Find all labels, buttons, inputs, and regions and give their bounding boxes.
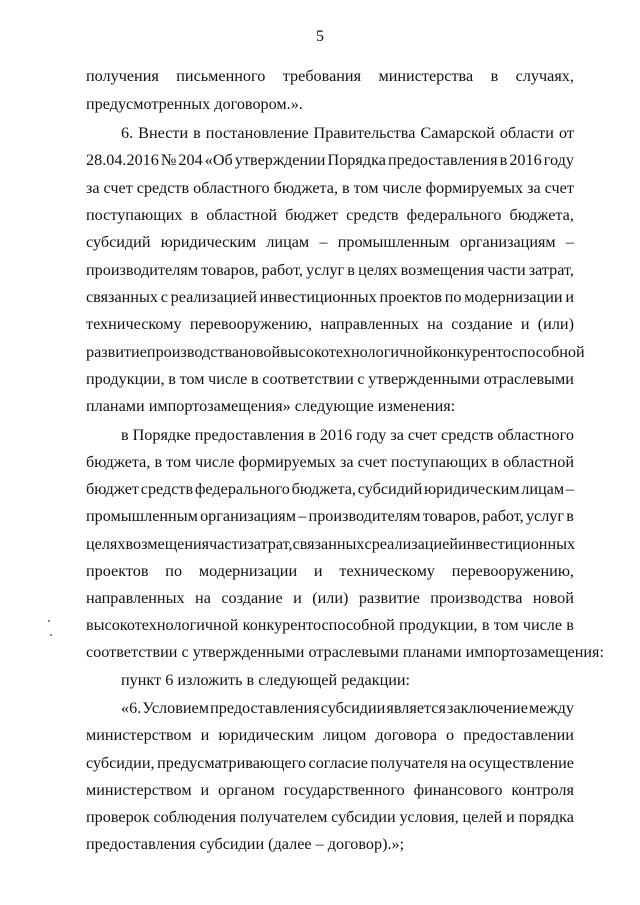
text-line xyxy=(86,755,574,771)
text-line: предоставления субсидии (далее – договор).»; xyxy=(86,835,405,853)
text-line xyxy=(121,700,574,716)
word: том xyxy=(179,370,205,388)
word: инвестиционных xyxy=(457,535,576,553)
word: за xyxy=(86,179,100,197)
word: создание xyxy=(221,589,283,607)
word: в xyxy=(121,426,129,444)
word: государственного xyxy=(283,781,405,799)
word: Самарской xyxy=(420,124,495,142)
text-line xyxy=(86,207,574,223)
word: услуг xyxy=(306,261,345,279)
word: производителям xyxy=(308,507,421,525)
word: областной xyxy=(206,206,278,224)
word: является xyxy=(386,699,446,717)
word: развитие xyxy=(358,589,420,607)
text-line xyxy=(86,454,574,470)
word: за xyxy=(390,426,404,444)
text-line xyxy=(86,727,574,743)
word: контроля xyxy=(511,781,574,799)
word: – xyxy=(565,480,574,498)
word: субсидии xyxy=(331,808,396,826)
word: на xyxy=(450,754,467,772)
word: счет xyxy=(357,453,387,471)
word: случаях, xyxy=(515,67,574,85)
word: формируемых xyxy=(425,179,524,197)
word: министерством xyxy=(86,781,192,799)
text-line xyxy=(86,152,574,168)
word: лицам xyxy=(266,233,310,251)
word: проектов xyxy=(86,562,149,580)
word: утверждении xyxy=(234,151,326,169)
word: продукции, xyxy=(398,616,478,634)
text-line xyxy=(86,180,574,196)
word: услуг xyxy=(525,507,565,525)
word: области xyxy=(499,124,554,142)
text-line xyxy=(86,508,574,524)
text-line: планами импортозамещения» следующие изменения: xyxy=(86,397,456,415)
word: отраслевыми xyxy=(483,370,574,388)
word: бюджет xyxy=(86,480,139,498)
word: министерства xyxy=(378,67,474,85)
word: Условием xyxy=(142,699,209,717)
word: Порядка xyxy=(327,151,386,169)
word: 204 xyxy=(178,151,203,169)
word: предоставления xyxy=(210,699,320,717)
word: формируемых xyxy=(238,453,336,471)
word: инвестиционных xyxy=(259,288,377,306)
word: счет xyxy=(544,179,574,197)
page-number: 5 xyxy=(316,28,324,45)
word: в xyxy=(566,507,574,525)
word: – xyxy=(319,233,328,251)
word: от xyxy=(558,124,574,142)
word: юридическим xyxy=(160,233,257,251)
word: субсидий xyxy=(86,233,151,251)
word: перевооружению, xyxy=(189,315,313,333)
word: Правительства xyxy=(313,124,416,142)
word: требования xyxy=(282,67,362,85)
word: о xyxy=(446,726,455,744)
text-line xyxy=(86,536,574,552)
word: (или) xyxy=(537,315,574,333)
word: 28.04.2016 xyxy=(86,151,159,169)
word: с xyxy=(364,535,372,553)
word: части xyxy=(487,261,526,279)
word: субсидии, xyxy=(86,754,155,772)
word: том xyxy=(353,179,379,197)
word: в xyxy=(154,453,163,471)
text-line xyxy=(86,481,574,497)
word: производства xyxy=(146,343,240,361)
word: предоставления xyxy=(387,151,498,169)
text-line xyxy=(86,289,574,305)
word: продукции, xyxy=(86,370,165,388)
word: субсидии xyxy=(320,699,386,717)
word: числе xyxy=(208,370,248,388)
word: том xyxy=(166,453,192,471)
word: возмещения xyxy=(400,261,485,279)
word: затрат, xyxy=(528,261,574,279)
text-line: предусмотренных договором.». xyxy=(86,95,303,113)
word: бюджета, xyxy=(509,206,574,224)
word: новой xyxy=(239,343,281,361)
word: средств xyxy=(346,206,399,224)
word: создание xyxy=(451,315,513,333)
word: целях xyxy=(358,261,398,279)
word: средств xyxy=(441,426,494,444)
word: министерством xyxy=(86,726,192,744)
text-line xyxy=(86,234,574,250)
word: и xyxy=(293,589,302,607)
word: получателя xyxy=(370,754,448,772)
word: в xyxy=(566,616,574,634)
word: 2016 xyxy=(509,151,542,169)
word: бюджета, xyxy=(291,480,356,498)
word: бюджета, xyxy=(86,453,151,471)
word: областной xyxy=(503,453,574,471)
word: проектов xyxy=(379,288,443,306)
word: промышленным xyxy=(337,233,450,251)
word: юридическим xyxy=(218,726,314,744)
word: части xyxy=(209,535,248,553)
word: лицам xyxy=(521,480,565,498)
word: по xyxy=(444,288,462,306)
word: в xyxy=(499,151,508,169)
text-line xyxy=(121,427,574,443)
word: связанных xyxy=(292,535,365,553)
word: в xyxy=(481,616,490,634)
text-line xyxy=(121,125,574,141)
word: договора xyxy=(375,726,437,744)
word: связанных xyxy=(86,288,158,306)
word: предусматривающего xyxy=(157,754,306,772)
word: Порядке xyxy=(132,426,191,444)
word: по xyxy=(165,562,183,580)
word: (или) xyxy=(312,589,349,607)
word: счет xyxy=(103,179,133,197)
word: поступающих xyxy=(390,453,488,471)
word: заключение xyxy=(447,699,528,717)
word: на xyxy=(195,589,211,607)
word: в xyxy=(251,370,259,388)
text-line xyxy=(86,782,574,798)
word: федерального xyxy=(194,480,290,498)
word: проверок xyxy=(86,808,150,826)
word: в xyxy=(308,426,316,444)
word: техническому xyxy=(86,315,182,333)
word: новой xyxy=(532,589,574,607)
word: получателем xyxy=(239,808,328,826)
word: году xyxy=(543,151,574,169)
word: возмещения xyxy=(125,535,210,553)
word: конкурентоспособной xyxy=(242,616,395,634)
word: и xyxy=(313,562,323,580)
word: высокотехнологичной xyxy=(86,616,239,634)
word: перевооружению, xyxy=(451,562,574,580)
word: получения xyxy=(86,67,159,85)
word: – xyxy=(565,233,574,251)
word: постановление xyxy=(205,124,309,142)
word: на xyxy=(427,315,444,333)
word: направленных xyxy=(86,589,185,607)
word: и xyxy=(565,288,574,306)
word: целях xyxy=(86,535,126,553)
word: реализацией xyxy=(170,288,257,306)
word: организациям xyxy=(459,233,556,251)
word: – xyxy=(298,507,307,525)
word: и xyxy=(200,726,210,744)
word: за xyxy=(527,179,541,197)
word: федерального xyxy=(406,206,502,224)
word: с xyxy=(357,370,365,388)
text-line: соответствии с утвержденными отраслевыми планами импортозамещения: xyxy=(86,643,604,661)
word: субсидий xyxy=(357,480,423,498)
text-line xyxy=(86,316,574,332)
word: затрат, xyxy=(247,535,293,553)
word: за xyxy=(339,453,354,471)
text-line xyxy=(86,371,574,387)
word: в xyxy=(341,179,350,197)
word: в xyxy=(491,453,500,471)
word: средств xyxy=(136,179,190,197)
word: в xyxy=(490,67,499,85)
word: областного xyxy=(193,179,270,197)
word: «6. xyxy=(121,699,142,717)
word: утвержденными xyxy=(368,370,480,388)
word: условия, xyxy=(399,808,459,826)
word: средств xyxy=(140,480,194,498)
word: № xyxy=(160,151,177,169)
word: и xyxy=(520,315,530,333)
word: числе xyxy=(382,179,422,197)
word: лицом xyxy=(322,726,367,744)
word: между xyxy=(529,699,574,717)
word: числе xyxy=(522,616,563,634)
word: органом xyxy=(218,781,275,799)
word: предоставления xyxy=(194,426,305,444)
word: соответствии xyxy=(262,370,354,388)
word: бюджета, xyxy=(273,179,339,197)
word: 6. xyxy=(121,124,134,142)
word: работ, xyxy=(261,261,303,279)
word: счет xyxy=(407,426,438,444)
word: поступающих xyxy=(86,206,183,224)
word: производства xyxy=(430,589,523,607)
text-line xyxy=(86,68,574,84)
word: в xyxy=(168,370,176,388)
word: производителям xyxy=(86,261,198,279)
scan-speck xyxy=(50,634,52,636)
word: Внести xyxy=(138,124,189,142)
word: порядка xyxy=(518,808,574,826)
word: 2016 xyxy=(319,426,353,444)
word: числе xyxy=(195,453,235,471)
word: в xyxy=(193,124,201,142)
word: и xyxy=(200,781,210,799)
word: реализацией xyxy=(371,535,458,553)
word: модернизации xyxy=(464,288,563,306)
word: конкурентоспособной xyxy=(432,343,585,361)
word: направленных xyxy=(320,315,419,333)
word: целей xyxy=(462,808,503,826)
word: техническому xyxy=(339,562,435,580)
text-line xyxy=(86,617,574,633)
word: письменного xyxy=(176,67,266,85)
text-line xyxy=(86,262,574,278)
word: бюджет xyxy=(285,206,339,224)
word: организациям xyxy=(200,507,296,525)
word: осуществление xyxy=(468,754,574,772)
text-line xyxy=(86,590,574,606)
word: согласие xyxy=(308,754,368,772)
word: развитие xyxy=(86,343,147,361)
word: и xyxy=(506,808,515,826)
word: том xyxy=(493,616,519,634)
word: в xyxy=(347,261,355,279)
text-line xyxy=(86,563,574,579)
word: модернизации xyxy=(198,562,298,580)
word: соблюдения xyxy=(153,808,237,826)
word: работ, xyxy=(482,507,524,525)
text-line xyxy=(86,343,585,361)
word: товаров, xyxy=(201,261,259,279)
word: областного xyxy=(497,426,574,444)
word: высокотехнологичной xyxy=(280,343,433,361)
text-line: пункт 6 изложить в следующей редакции: xyxy=(121,671,411,689)
word: промышленным xyxy=(86,507,198,525)
word: товаров, xyxy=(422,507,481,525)
word: «Об xyxy=(204,151,233,169)
word: в xyxy=(190,206,199,224)
word: юридическим xyxy=(424,480,520,498)
scan-speck xyxy=(48,620,50,622)
word: предоставлении xyxy=(463,726,574,744)
word: с xyxy=(160,288,168,306)
text-line xyxy=(86,809,574,825)
word: году xyxy=(356,426,387,444)
word: финансового xyxy=(413,781,503,799)
